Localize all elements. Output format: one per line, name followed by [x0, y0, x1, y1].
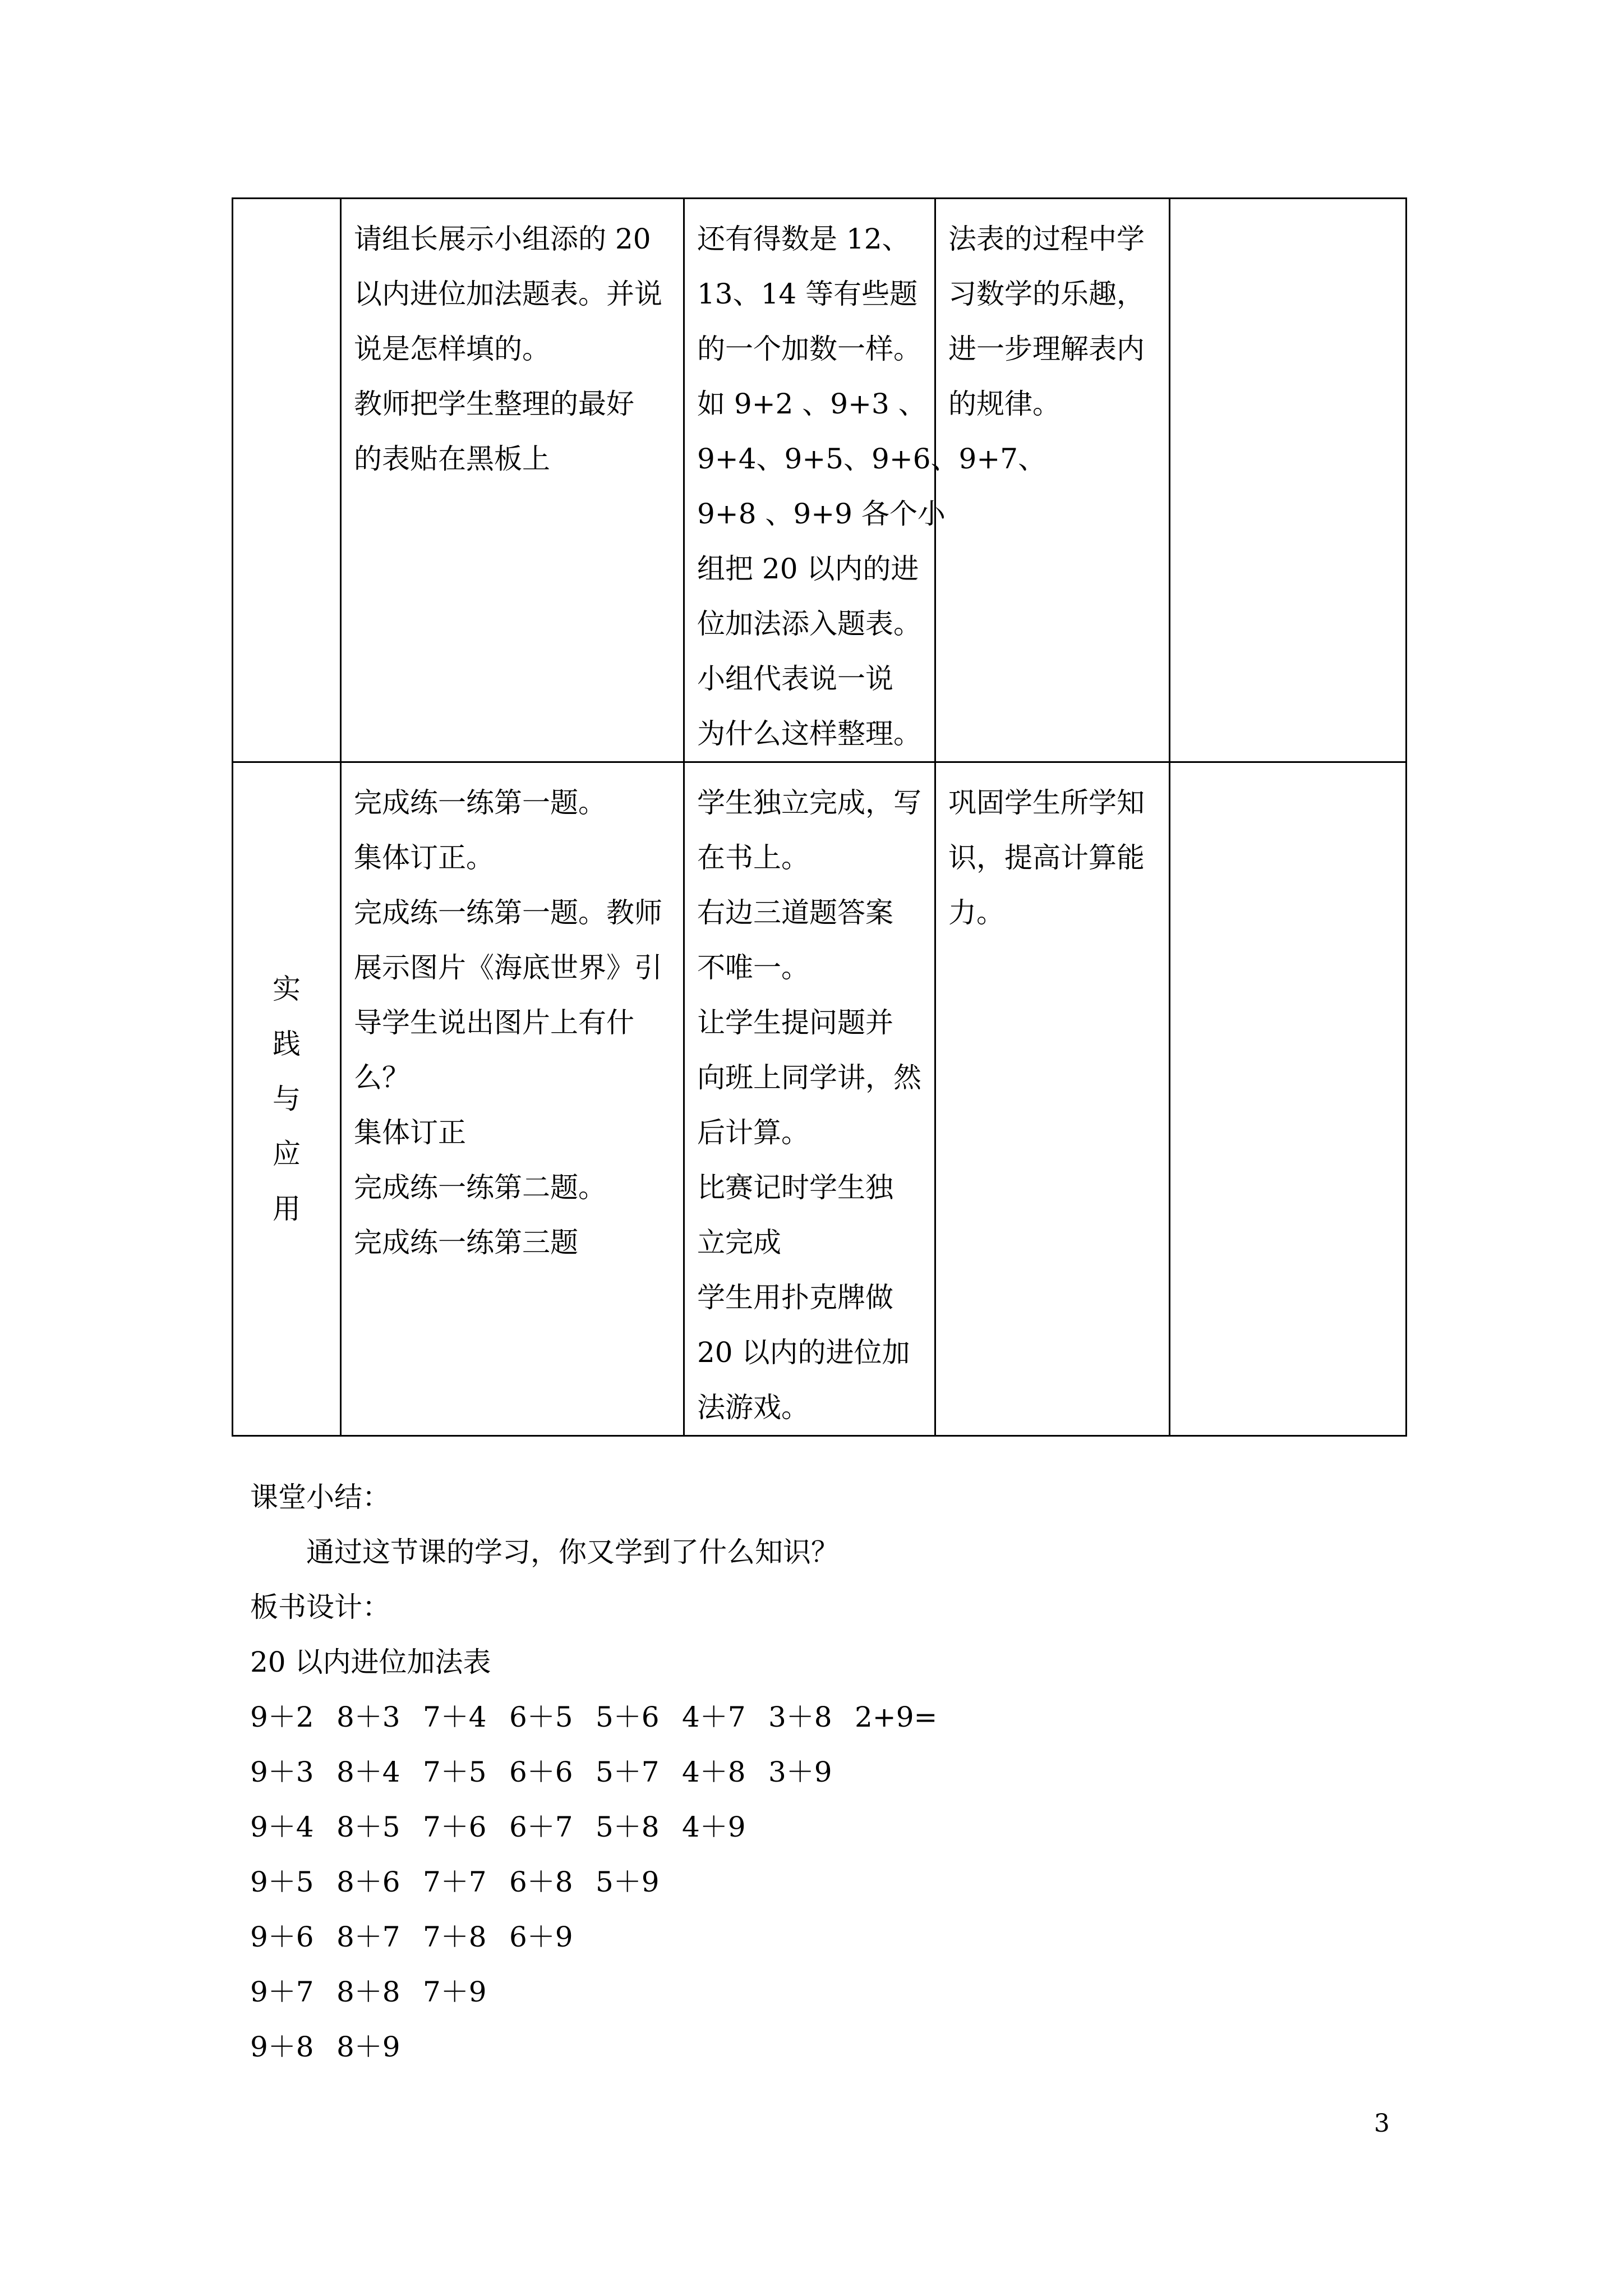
notes-cell: [1170, 762, 1407, 1436]
cell-line: 法游戏。: [697, 1391, 809, 1424]
cell-line: 法表的过程中学: [948, 223, 1145, 255]
cell-line: 么？: [354, 1061, 410, 1094]
formula: 8＋7: [336, 1921, 400, 1953]
addition-table: [250, 1690, 1372, 2074]
summary-question: 通过这节课的学习，你又学到了什么知识？: [306, 1536, 839, 1568]
cell-line: 13、14 等有些题: [697, 278, 918, 310]
cell-line: 完成练一练第三题: [354, 1226, 578, 1259]
teacher-activity-cell: [341, 762, 684, 1436]
formula: 5＋6: [596, 1701, 660, 1733]
formula: 5＋8: [596, 1811, 660, 1843]
formula: 7＋7: [423, 1866, 487, 1898]
formula: 5＋7: [596, 1756, 660, 1788]
cell-line: 的一个加数一样。: [697, 333, 921, 365]
formula: 8＋5: [336, 1811, 400, 1843]
formula: 6＋6: [509, 1756, 573, 1788]
formula: 6＋9: [509, 1921, 573, 1953]
formula: 9＋4: [250, 1811, 314, 1843]
formula: 8＋4: [336, 1756, 400, 1788]
formula: 4＋8: [682, 1756, 746, 1788]
cell-line: 9+8 、9+9 各个小: [697, 498, 946, 530]
formula: 9＋2: [250, 1701, 314, 1733]
design-intent-cell: [935, 762, 1170, 1436]
cell-line: 请组长展示小组添的 20: [354, 223, 651, 255]
lesson-plan-table: [232, 197, 1407, 1437]
cell-line: 小组代表说一说: [697, 662, 893, 695]
cell-line: 右边三道题答案: [697, 896, 893, 929]
formula-row: [250, 1964, 1372, 2019]
formula-row: [250, 1855, 1372, 1910]
formula: 8＋6: [336, 1866, 400, 1898]
stage-char: 实: [273, 973, 301, 1005]
formula: 8＋8: [336, 1976, 400, 2008]
formula-row: [250, 1910, 1372, 1964]
cell-line: 教师把学生整理的最好: [354, 388, 634, 420]
formula: 6＋7: [509, 1811, 573, 1843]
cell-line: 为什么这样整理。: [697, 717, 921, 750]
formula: 4＋7: [682, 1701, 746, 1733]
cell-line: 学生独立完成，写: [697, 786, 921, 819]
cell-line: 比赛记时学生独: [697, 1171, 893, 1204]
cell-line: 完成练一练第二题。: [354, 1171, 606, 1204]
cell-line: 9+4、9+5、9+6、9+7、: [697, 443, 1046, 475]
cell-line: 习数学的乐趣，: [948, 278, 1145, 310]
cell-line: 立完成: [697, 1226, 781, 1259]
formula: 3＋8: [768, 1701, 832, 1733]
teacher-activity-cell: [341, 199, 684, 762]
stage-cell: [233, 762, 341, 1436]
formula: 2+9=: [855, 1701, 938, 1733]
summary-section: [250, 1470, 1372, 2074]
stage-cell: [233, 199, 341, 762]
cell-line: 后计算。: [697, 1116, 809, 1149]
formula: 7＋8: [423, 1921, 487, 1953]
cell-line: 展示图片《海底世界》引: [354, 951, 662, 984]
formula-row: [250, 2019, 1372, 2074]
formula: 9＋7: [250, 1976, 314, 2008]
formula: 7＋6: [423, 1811, 487, 1843]
cell-line: 位加法添入题表。: [697, 608, 921, 640]
cell-line: 以内进位加法题表。并说: [354, 278, 662, 310]
formula: 9＋6: [250, 1921, 314, 1953]
formula: 4＋9: [682, 1811, 746, 1843]
formula: 9＋3: [250, 1756, 314, 1788]
design-intent-cell: [935, 199, 1170, 762]
cell-line: 识，提高计算能: [948, 841, 1145, 874]
formula: 9＋8: [250, 2031, 314, 2063]
notes-cell: [1170, 199, 1407, 762]
stage-label: [273, 961, 301, 1236]
formula-row: [250, 1690, 1372, 1745]
formula-row: [250, 1800, 1372, 1855]
stage-char: 践: [273, 1028, 301, 1060]
cell-line: 的表贴在黑板上: [354, 443, 550, 475]
formula: 8＋9: [336, 2031, 400, 2063]
cell-line: 的规律。: [948, 388, 1061, 420]
table-row: [233, 762, 1407, 1436]
cell-line: 导学生说出图片上有什: [354, 1006, 634, 1039]
student-activity-cell: [684, 762, 935, 1436]
cell-line: 向班上同学讲，然: [697, 1061, 921, 1094]
table-row: [233, 199, 1407, 762]
cell-line: 组把 20 以内的进: [697, 553, 919, 585]
formula-row: [250, 1745, 1372, 1800]
formula: 7＋4: [423, 1701, 487, 1733]
cell-line: 集体订正。: [354, 841, 494, 874]
cell-line: 在书上。: [697, 841, 809, 874]
stage-char: 应: [273, 1138, 301, 1170]
cell-line: 让学生提问题并: [697, 1006, 893, 1039]
cell-line: 进一步理解表内: [948, 333, 1145, 365]
cell-line: 如 9+2 、9+3 、: [697, 388, 926, 420]
formula: 5＋9: [596, 1866, 660, 1898]
stage-char: 与: [273, 1083, 301, 1115]
cell-line: 20 以内的进位加: [697, 1336, 910, 1369]
board-title: 20 以内进位加法表: [250, 1646, 491, 1678]
formula: 3＋9: [768, 1756, 832, 1788]
cell-line: 学生用扑克牌做: [697, 1281, 893, 1314]
stage-char: 用: [273, 1193, 301, 1225]
cell-line: 说是怎样填的。: [354, 333, 550, 365]
page-number: 3: [1374, 2109, 1390, 2138]
cell-line: 还有得数是 12、: [697, 223, 910, 255]
cell-line: 集体订正: [354, 1116, 466, 1149]
cell-line: 力。: [948, 896, 1004, 929]
formula: 7＋9: [423, 1976, 487, 2008]
cell-line: 完成练一练第一题。: [354, 786, 606, 819]
board-heading: 板书设计：: [250, 1591, 390, 1623]
cell-line: 完成练一练第一题。教师: [354, 896, 662, 929]
formula: 8＋3: [336, 1701, 400, 1733]
cell-line: 巩固学生所学知: [948, 786, 1145, 819]
formula: 6＋8: [509, 1866, 573, 1898]
formula: 6＋5: [509, 1701, 573, 1733]
cell-line: 不唯一。: [697, 951, 809, 984]
formula: 9＋5: [250, 1866, 314, 1898]
formula: 7＋5: [423, 1756, 487, 1788]
summary-heading: 课堂小结：: [250, 1481, 390, 1513]
